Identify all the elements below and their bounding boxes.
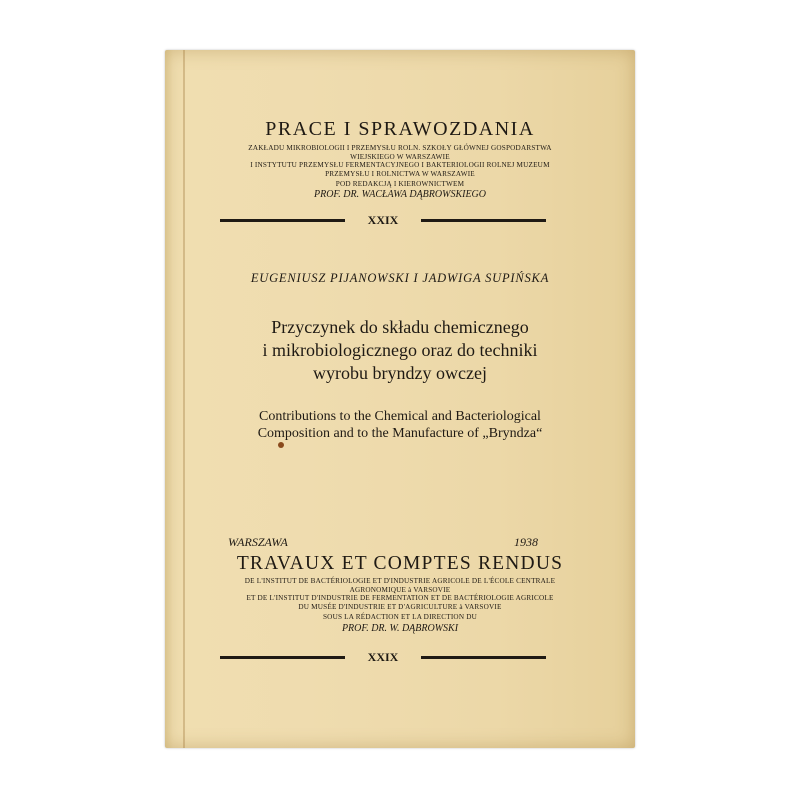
header-line: I INSTYTUTU PRZEMYSŁU FERMENTACYJNEGO I BAKTERIOLOGII ROLNEJ MUZEUM	[250, 161, 550, 170]
volume-number: XXIX	[367, 650, 399, 664]
rule-line	[421, 656, 546, 659]
ink-spot	[278, 442, 284, 448]
title-en-line: Composition and to the Manufacture of „Bryndza“	[257, 426, 543, 441]
footer-editor: PROF. DR. W. DĄBROWSKI	[341, 623, 459, 634]
header-line: WIEJSKIEGO W WARSZAWIE	[350, 152, 450, 161]
title-pl-line: i mikrobiologicznego oraz do techniki	[262, 340, 538, 360]
volume-rule-bottom	[220, 650, 546, 664]
series-title-fr: TRAVAUX ET COMPTES RENDUS	[236, 553, 564, 574]
header-line: POD REDAKCJĄ I KIEROWNICTWEM	[335, 180, 465, 188]
cover-fold	[183, 50, 185, 748]
imprint-place: WARSZAWA	[228, 535, 288, 549]
title-pl-line: wyrobu bryndzy owczej	[313, 363, 487, 383]
header-editor: PROF. DR. WACŁAWA DĄBROWSKIEGO	[313, 189, 486, 200]
authors: EUGENIUSZ PIJANOWSKI I JADWIGA SUPIŃSKA	[250, 271, 550, 285]
footer-line: ET DE L'INSTITUT D'INDUSTRIE DE FERMENTATION ET DE BACTÉRIOLOGIE AGRICOLE	[246, 594, 554, 603]
footer-line: DE L'INSTITUT DE BACTÉRIOLOGIE ET D'INDUSTRIE AGRICOLE DE L'ÉCOLE CENTRALE	[244, 577, 556, 585]
volume-number: XXIX	[367, 213, 399, 227]
imprint	[228, 535, 538, 550]
header-line: PRZEMYSŁU I ROLNICTWA W WARSZAWIE	[325, 169, 475, 178]
volume-rule-top	[220, 213, 546, 227]
footer-line: AGRONOMIQUE à VARSOVIE	[349, 585, 451, 594]
imprint-year: 1938	[514, 535, 538, 549]
title-pl-line: Przyczynek do składu chemicznego	[271, 317, 529, 337]
series-title-pl: PRACE I SPRAWOZDANIA	[265, 118, 535, 140]
header-line: ZAKŁADU MIKROBIOLOGII I PRZEMYSŁU ROLN. SZKOŁY GŁÓWNEJ GOSPODARSTWA	[248, 144, 552, 152]
rule-line	[421, 219, 546, 222]
title-en-line: Contributions to the Chemical and Bacteriological	[259, 409, 541, 424]
footer-line: DU MUSÉE D'INDUSTRIE ET D'AGRICULTURE à VARSOVIE	[298, 602, 502, 611]
footer-line: SOUS LA RÉDACTION ET LA DIRECTION DU	[322, 613, 477, 621]
